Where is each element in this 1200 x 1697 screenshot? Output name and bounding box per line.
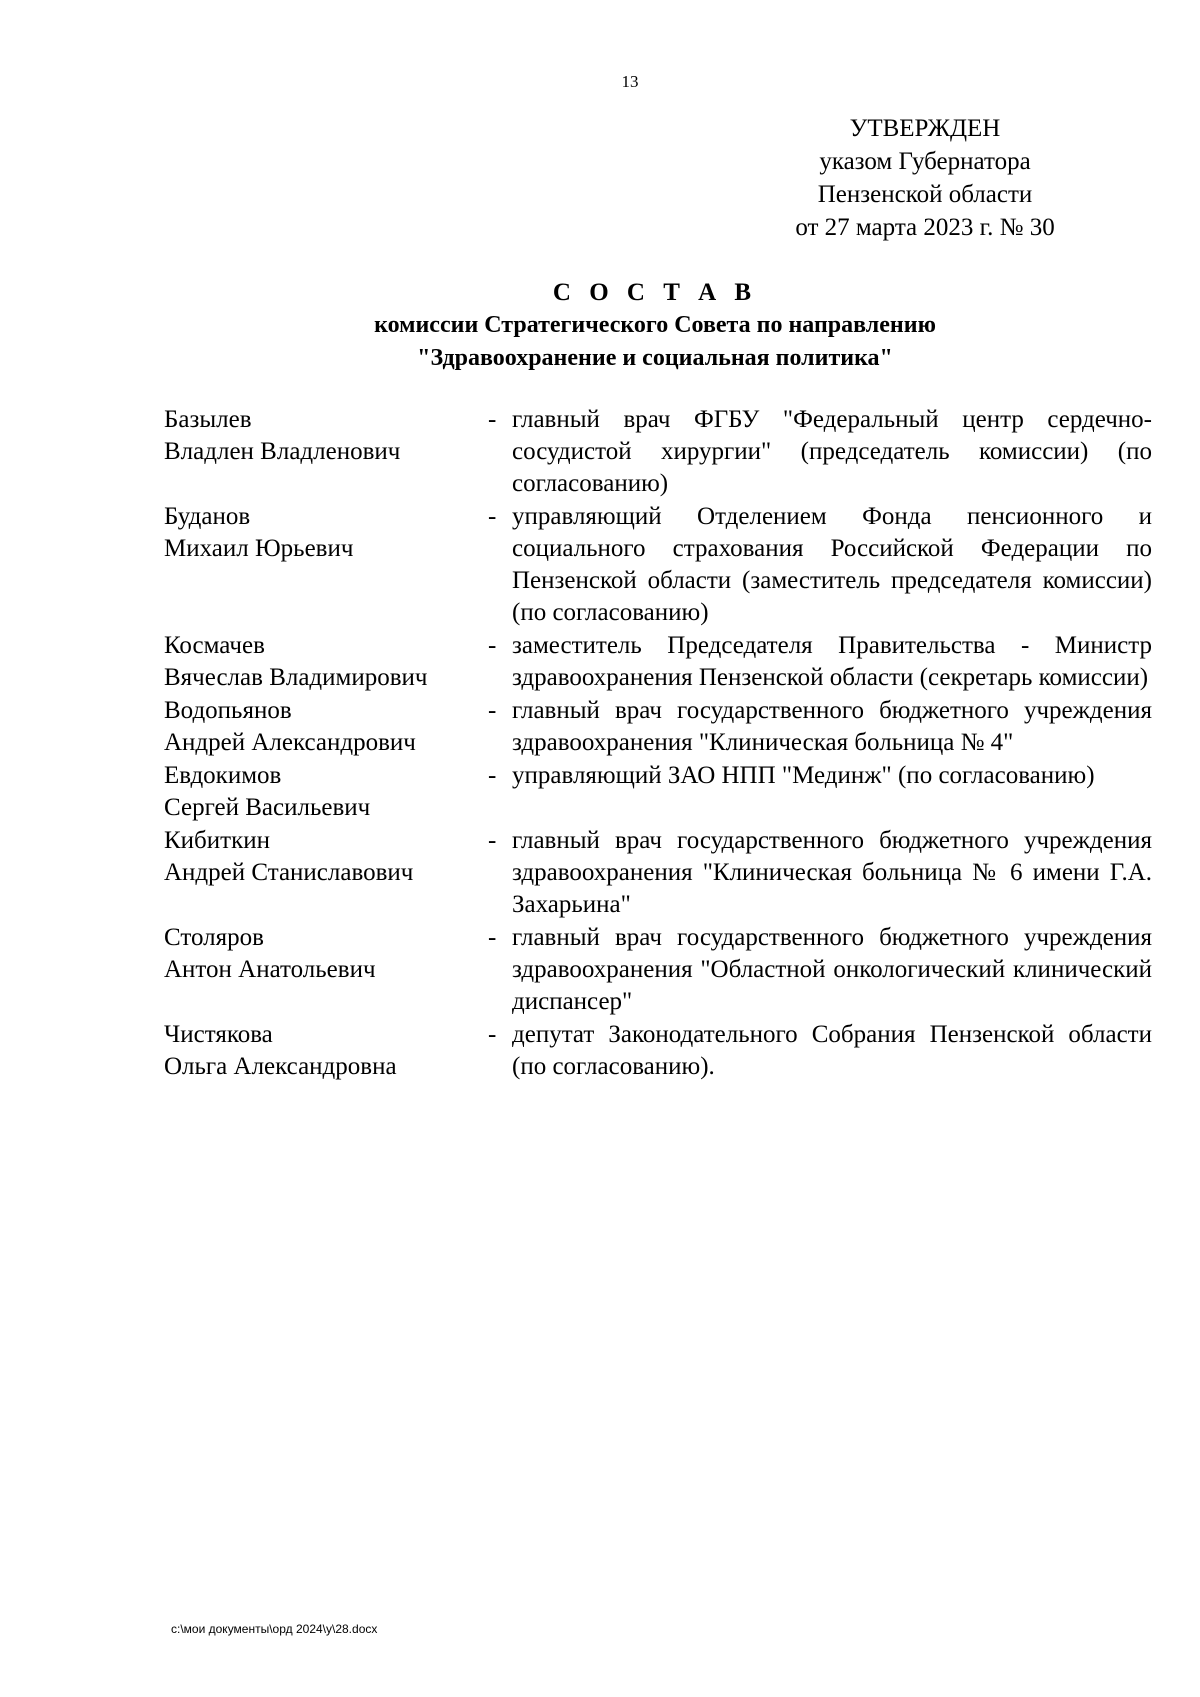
member-given-names: Сергей Васильевич: [164, 794, 371, 821]
members-list: [164, 404, 1154, 1084]
member-role: главный врач государственного бюджетного учреждения здравоохранения "Клиническая больница № 4": [512, 697, 1152, 756]
member-role: заместитель Председателя Правительства - Министр здравоохранения Пензенской области (секретарь комиссии): [512, 632, 1152, 691]
member-row: [164, 825, 1154, 921]
member-name: [164, 1019, 484, 1083]
member-dash: -: [488, 406, 497, 433]
member-given-names: Вячеслав Владимирович: [164, 664, 428, 691]
member-given-names: Ольга Александровна: [164, 1053, 397, 1080]
member-name: [164, 825, 484, 921]
member-surname: Столяров: [164, 924, 264, 951]
member-role: главный врач государственного бюджетного учреждения здравоохранения "Областной онкологический клинический диспансер": [512, 924, 1152, 1015]
member-name: [164, 404, 484, 500]
heading-subtitle-direction: "Здравоохранение и социальная политика": [417, 345, 893, 371]
member-row: [164, 922, 1154, 1018]
member-row: [164, 501, 1154, 629]
member-surname: Кибиткин: [164, 827, 270, 854]
member-dash: -: [488, 632, 497, 659]
member-row: [164, 695, 1154, 759]
member-surname: Евдокимов: [164, 762, 282, 789]
approval-block: [775, 112, 1075, 244]
member-role: главный врач государственного бюджетного учреждения здравоохранения "Клиническая больница № 6 имени Г.А. Захарьина": [512, 827, 1152, 918]
heading-subtitle-commission: комиссии Стратегического Совета по направлению: [374, 312, 936, 338]
member-surname: Чистякова: [164, 1021, 273, 1048]
member-dash: -: [488, 762, 497, 789]
approval-line-date: от 27 марта 2023 г. № 30: [795, 214, 1055, 241]
member-row: [164, 630, 1154, 694]
member-role: управляющий Отделением Фонда пенсионного и социального страхования Российской Федерации по Пензенской области (заместитель председателя комиссии) (по согласованию): [512, 503, 1152, 626]
member-dash: -: [488, 1021, 497, 1048]
member-surname: Буданов: [164, 503, 251, 530]
heading-title: С О С Т А В: [552, 279, 758, 306]
member-role: депутат Законодательного Собрания Пензенской области (по согласованию).: [512, 1021, 1152, 1080]
footer-file-path: c:\мои документы\орд 2024\у\28.docx: [171, 1622, 378, 1636]
member-given-names: Андрей Александрович: [164, 729, 416, 756]
member-name: [164, 695, 484, 759]
member-role: управляющий ЗАО НПП "Мединж" (по согласованию): [512, 762, 1095, 789]
approval-line-approved: УТВЕРЖДЕН: [849, 115, 1001, 142]
member-dash: -: [488, 503, 497, 530]
member-given-names: Михаил Юрьевич: [164, 535, 354, 562]
member-dash: -: [488, 924, 497, 951]
member-surname: Водопьянов: [164, 697, 292, 724]
member-name: [164, 760, 484, 824]
member-dash: -: [488, 697, 497, 724]
approval-line-region: Пензенской области: [817, 181, 1033, 208]
member-row: [164, 404, 1154, 500]
document-heading: [160, 276, 1150, 375]
member-row: [164, 760, 1154, 824]
member-given-names: Андрей Станиславович: [164, 859, 414, 886]
member-surname: Базылев: [164, 406, 252, 433]
page-number: 13: [621, 72, 639, 91]
approval-line-decree: указом Губернатора: [819, 148, 1031, 175]
member-name: [164, 630, 484, 694]
member-given-names: Владлен Владленович: [164, 438, 401, 465]
member-name: [164, 501, 484, 629]
member-surname: Космачев: [164, 632, 265, 659]
member-name: [164, 922, 484, 1018]
member-row: [164, 1019, 1154, 1083]
member-role: главный врач ФГБУ "Федеральный центр сердечно-сосудистой хирургии" (председатель комиссии) (по согласованию): [512, 406, 1152, 497]
member-given-names: Антон Анатольевич: [164, 956, 376, 983]
member-dash: -: [488, 827, 497, 854]
